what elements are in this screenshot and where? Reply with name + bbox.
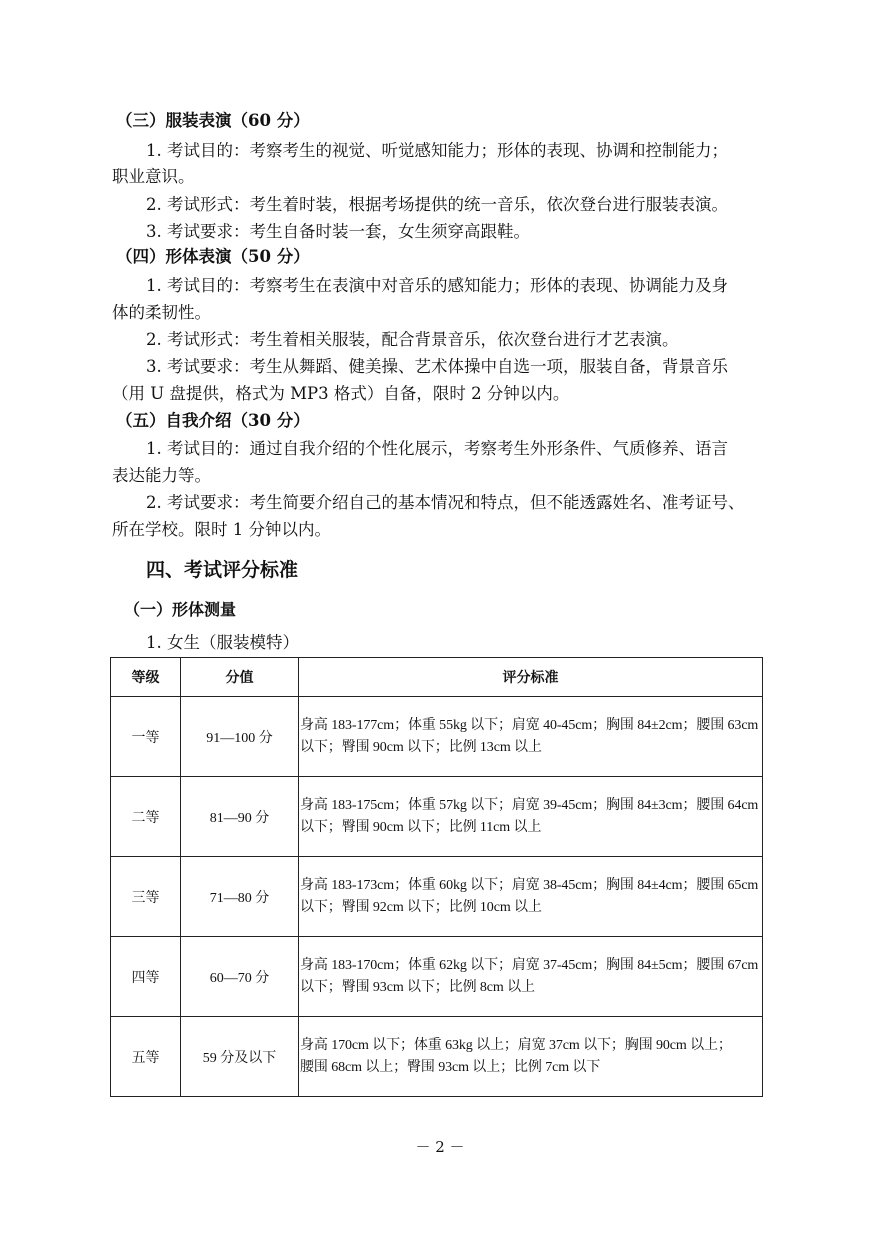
criteria-cell bbox=[299, 777, 763, 857]
table-header-row bbox=[111, 658, 763, 697]
score-cell: 60—70 分 bbox=[181, 937, 299, 1017]
criteria-cell bbox=[299, 857, 763, 937]
criteria-line: 以下；臀围 90cm 以下；比例 11cm 以上 bbox=[300, 819, 542, 835]
paragraph: 1. 考试目的：考察考生在表演中对音乐的感知能力；形体的表现、协调能力及身 bbox=[146, 276, 728, 295]
score-cell: 59 分及以下 bbox=[181, 1017, 299, 1097]
criteria-cell bbox=[299, 697, 763, 777]
paragraph: 1. 考试目的：通过自我介绍的个性化展示，考察考生外形条件、气质修养、语言 bbox=[146, 439, 728, 458]
scoring-table bbox=[110, 657, 763, 1097]
header-criteria: 评分标准 bbox=[299, 658, 763, 697]
paragraph: 职业意识。 bbox=[112, 167, 195, 186]
criteria-line: 以下；臀围 92cm 以下；比例 10cm 以上 bbox=[300, 899, 542, 915]
table-row bbox=[111, 777, 763, 857]
paragraph: （用 U 盘提供，格式为 MP3 格式）自备，限时 2 分钟以内。 bbox=[112, 384, 570, 403]
criteria-cell bbox=[299, 1017, 763, 1097]
grade-cell: 四等 bbox=[111, 937, 181, 1017]
paragraph: 体的柔韧性。 bbox=[112, 303, 211, 322]
score-cell: 91—100 分 bbox=[181, 697, 299, 777]
criteria-line: 腰围 68cm 以上；臀围 93cm 以上；比例 7cm 以下 bbox=[300, 1059, 601, 1075]
table-row bbox=[111, 857, 763, 937]
header-grade: 等级 bbox=[111, 658, 181, 697]
paragraph: 所在学校。限时 1 分钟以内。 bbox=[112, 520, 331, 539]
table-row bbox=[111, 697, 763, 777]
subsection-heading: （一）形体测量 bbox=[124, 600, 237, 619]
criteria-line: 身高 183-170cm；体重 62kg 以下；肩宽 37-45cm；胸围 84±5cm；腰围 67cm bbox=[300, 957, 759, 973]
paragraph: 2. 考试形式：考生着时装，根据考场提供的统一音乐，依次登台进行服装表演。 bbox=[146, 195, 728, 214]
grade-cell: 一等 bbox=[111, 697, 181, 777]
section-heading-body-performance: （四）形体表演（50 分） bbox=[116, 247, 310, 266]
criteria-line: 以下；臀围 93cm 以下；比例 8cm 以上 bbox=[300, 979, 535, 995]
criteria-line: 身高 183-175cm；体重 57kg 以下；肩宽 39-45cm；胸围 84±3cm；腰围 64cm bbox=[300, 797, 759, 813]
criteria-line: 以下；臀围 90cm 以下；比例 13cm 以上 bbox=[300, 739, 542, 755]
chapter-heading: 四、考试评分标准 bbox=[146, 559, 299, 581]
page-number: － 2 － bbox=[415, 1138, 465, 1156]
criteria-cell bbox=[299, 937, 763, 1017]
criteria-line: 身高 183-173cm；体重 60kg 以下；肩宽 38-45cm；胸围 84±4cm；腰围 65cm bbox=[300, 877, 759, 893]
paragraph: 2. 考试要求：考生简要介绍自己的基本情况和特点，但不能透露姓名、准考证号、 bbox=[146, 493, 745, 512]
paragraph: 3. 考试要求：考生自备时装一套，女生须穿高跟鞋。 bbox=[146, 222, 530, 241]
table-caption: 1. 女生（服装模特） bbox=[146, 633, 299, 652]
table-row bbox=[111, 937, 763, 1017]
criteria-line: 身高 183-177cm；体重 55kg 以下；肩宽 40-45cm；胸围 84±2cm；腰围 63cm bbox=[300, 717, 759, 733]
section-heading-fashion-show: （三）服装表演（60 分） bbox=[116, 111, 310, 130]
criteria-line: 身高 170cm 以下；体重 63kg 以上；肩宽 37cm 以下；胸围 90cm 以上； bbox=[300, 1037, 732, 1053]
header-score: 分值 bbox=[181, 658, 299, 697]
paragraph: 2. 考试形式：考生着相关服装，配合背景音乐，依次登台进行才艺表演。 bbox=[146, 330, 679, 349]
paragraph: 3. 考试要求：考生从舞蹈、健美操、艺术体操中自选一项，服装自备，背景音乐 bbox=[146, 357, 728, 376]
score-cell: 71—80 分 bbox=[181, 857, 299, 937]
grade-cell: 五等 bbox=[111, 1017, 181, 1097]
section-heading-self-intro: （五）自我介绍（30 分） bbox=[116, 411, 310, 430]
table-row bbox=[111, 1017, 763, 1097]
paragraph: 1. 考试目的：考察考生的视觉、听觉感知能力；形体的表现、协调和控制能力； bbox=[146, 141, 728, 160]
score-cell: 81—90 分 bbox=[181, 777, 299, 857]
grade-cell: 二等 bbox=[111, 777, 181, 857]
grade-cell: 三等 bbox=[111, 857, 181, 937]
paragraph: 表达能力等。 bbox=[112, 466, 211, 485]
